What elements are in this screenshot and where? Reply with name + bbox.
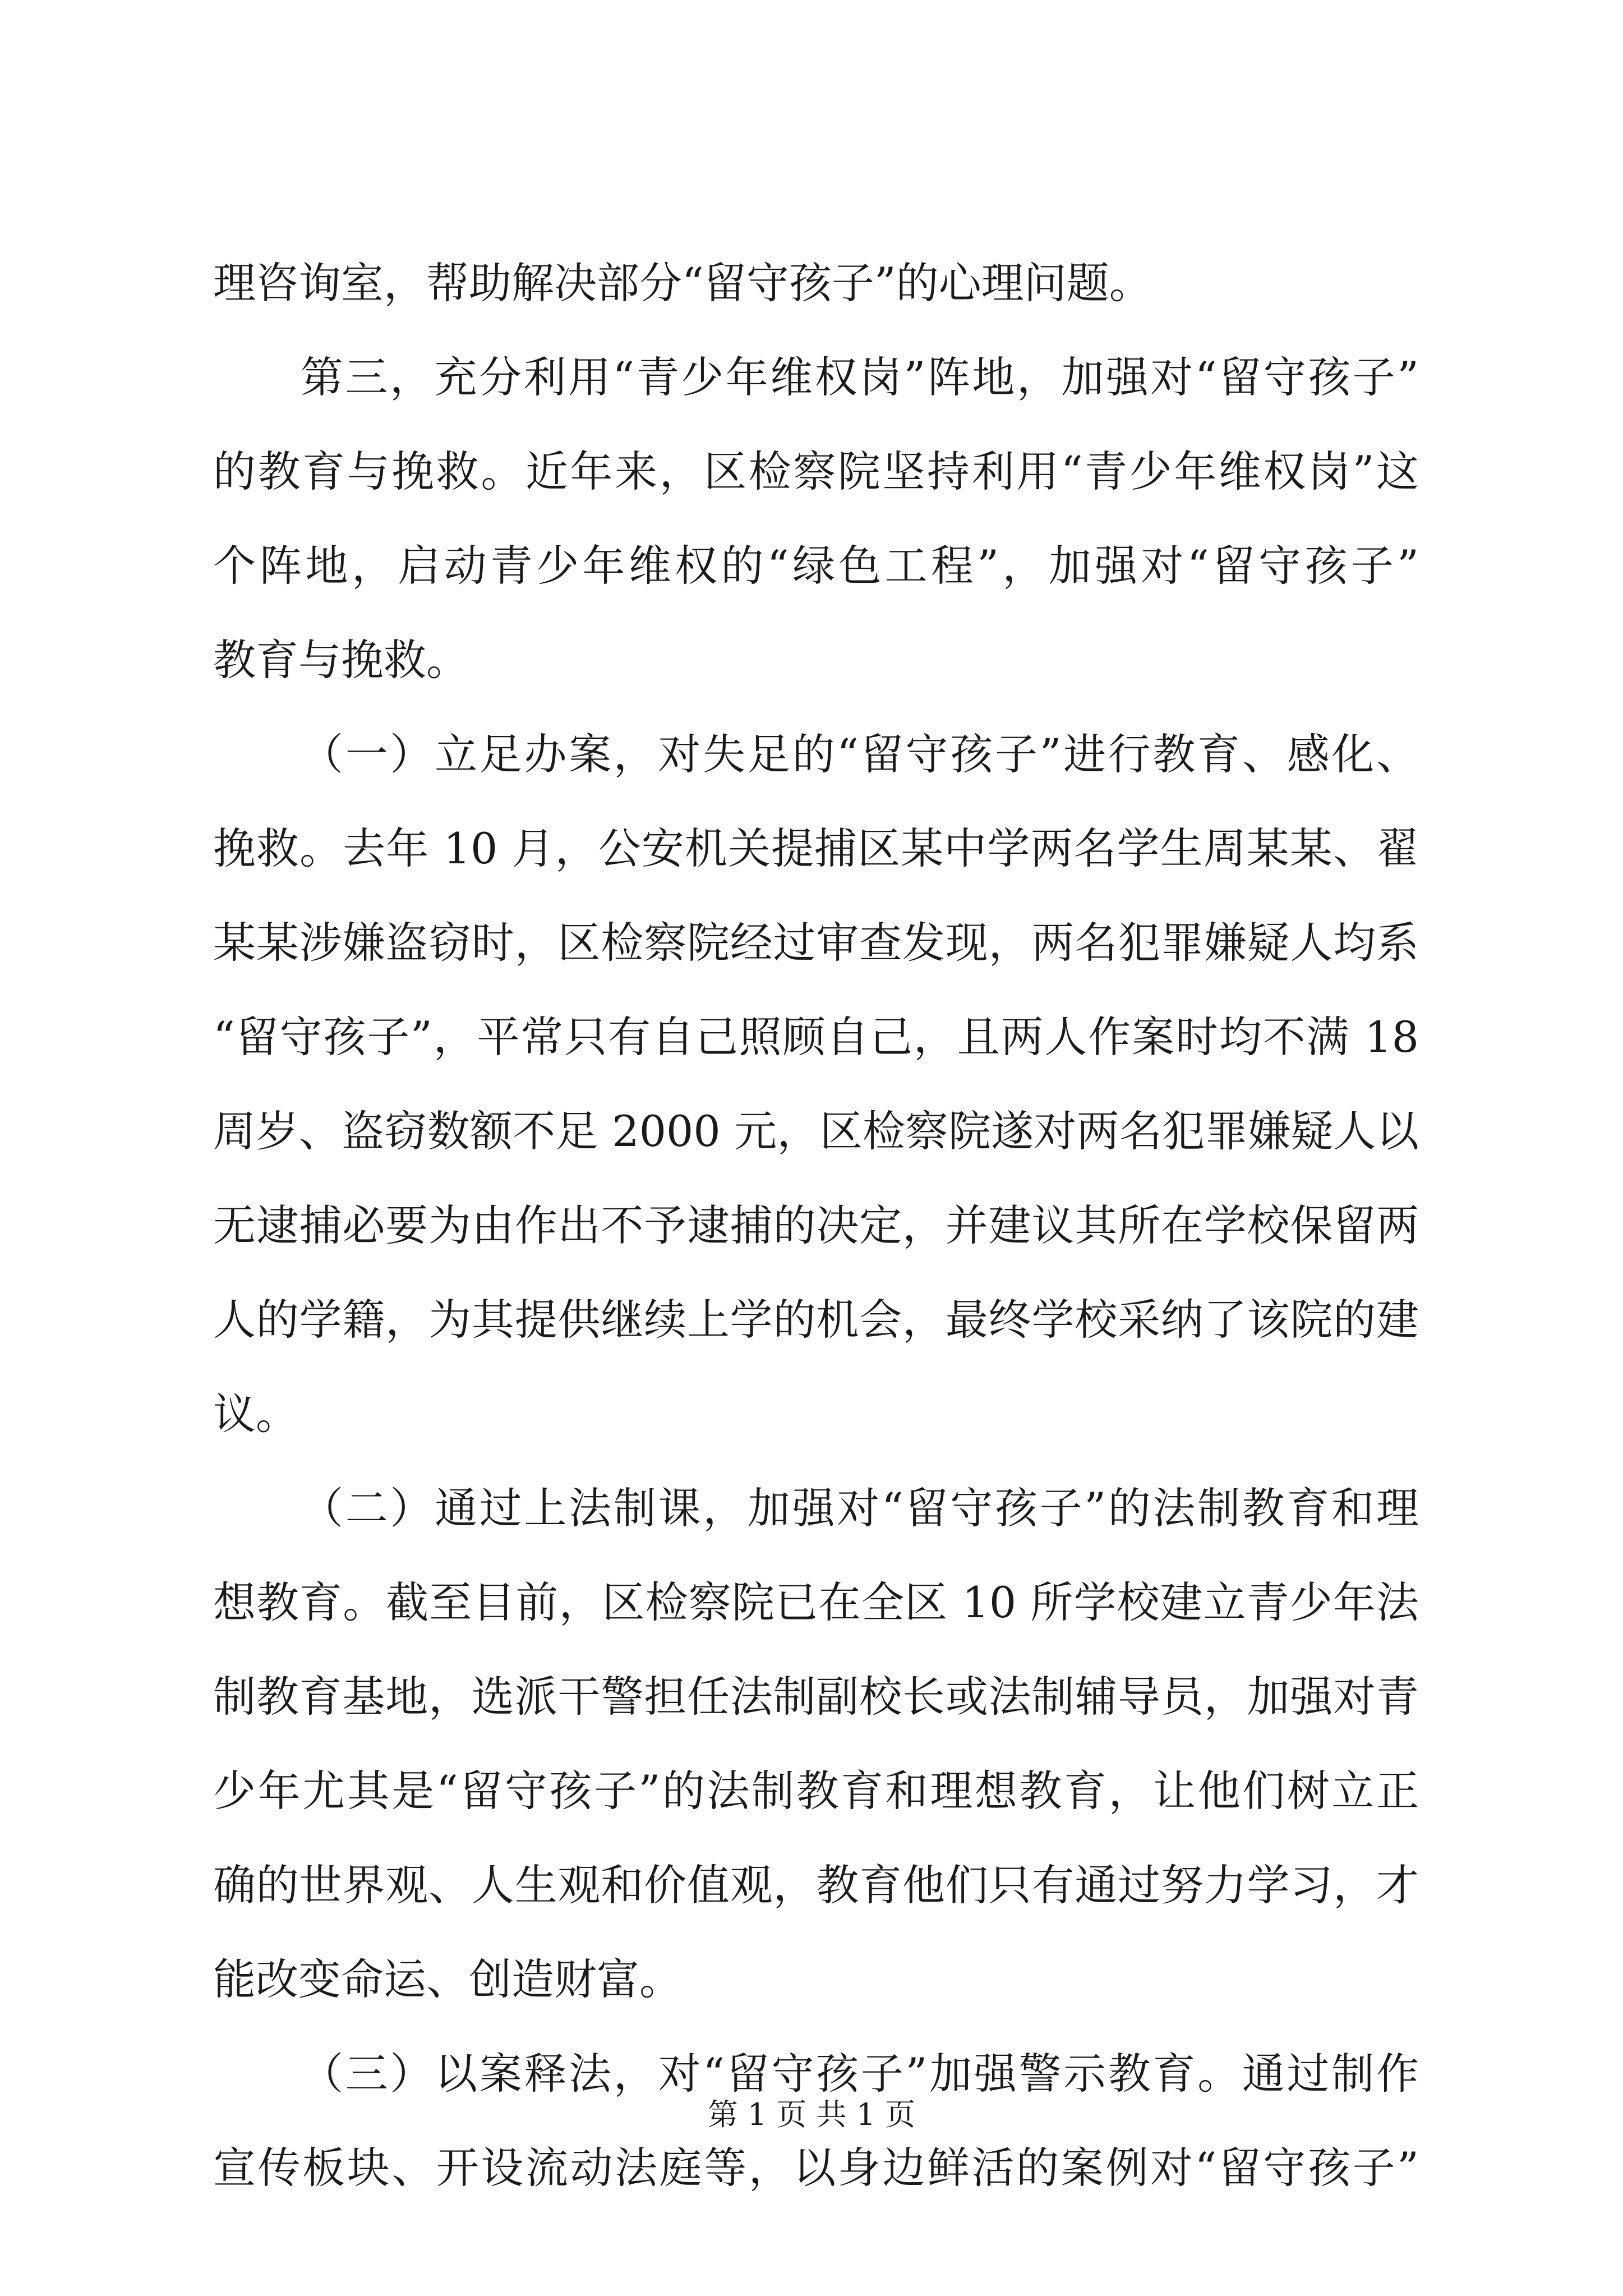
text-line: 理咨询室，帮助解决部分“留守孩子”的心理问题。 xyxy=(213,258,1152,308)
text-line: （三）以案释法，对“留守孩子”加强警示教育。通过制作 xyxy=(301,2049,1419,2099)
text-line: （二）通过上法制课，加强对“留守孩子”的法制教育和理 xyxy=(301,1483,1419,1533)
text-line: 挽救。去年 10 月，公安机关提捕区某中学两名学生周某某、翟 xyxy=(213,823,1419,873)
text-line: 某某涉嫌盗窃时，区检察院经过审查发现，两名犯罪嫌疑人均系 xyxy=(213,918,1419,968)
text-line: 议。 xyxy=(213,1389,298,1439)
text-line: 宣传板块、开设流动法庭等，以身边鲜活的案例对“留守孩子” xyxy=(213,2143,1419,2193)
text-line: 人的学籍，为其提供继续上学的机会，最终学校采纳了该院的建 xyxy=(213,1295,1419,1345)
text-line: 想教育。截至目前，区检察院已在全区 10 所学校建立青少年法 xyxy=(213,1577,1419,1627)
text-line: 个阵地，启动青少年维权的“绿色工程”，加强对“留守孩子” xyxy=(213,541,1419,591)
text-line: “留守孩子”，平常只有自己照顾自己，且两人作案时均不满 18 xyxy=(213,1012,1419,1062)
text-line: 无逮捕必要为由作出不予逮捕的决定，并建议其所在学校保留两 xyxy=(213,1200,1419,1250)
page-footer: 第 1 页 共 1 页 xyxy=(707,2097,916,2132)
text-line: 第三，充分利用“青少年维权岗”阵地，加强对“留守孩子” xyxy=(301,352,1419,402)
text-line: 的教育与挽救。近年来，区检察院坚持利用“青少年维权岗”这 xyxy=(213,447,1419,496)
text-line: 少年尤其是“留守孩子”的法制教育和理想教育，让他们树立正 xyxy=(213,1766,1419,1816)
text-line: 能改变命运、创造财富。 xyxy=(213,1954,682,2004)
text-line: 教育与挽救。 xyxy=(213,635,469,685)
text-line: （一）立足办案，对失足的“留守孩子”进行教育、感化、 xyxy=(301,729,1419,779)
text-line: 周岁、盗窃数额不足 2000 元，区检察院遂对两名犯罪嫌疑人以 xyxy=(213,1106,1419,1156)
text-line: 确的世界观、人生观和价值观，教育他们只有通过努力学习，才 xyxy=(213,1860,1419,1910)
text-line: 制教育基地，选派干警担任法制副校长或法制辅导员，加强对青 xyxy=(213,1672,1419,1722)
